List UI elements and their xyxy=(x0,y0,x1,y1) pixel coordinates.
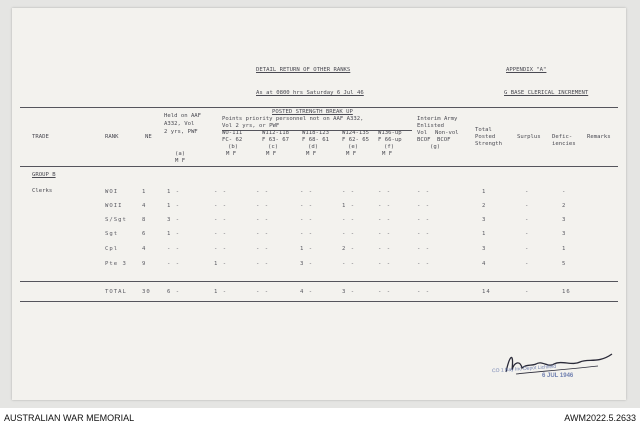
row-total: 3 xyxy=(482,246,487,252)
band-b-range: FC- 62 xyxy=(222,137,243,143)
row-c: - - xyxy=(256,261,270,267)
row-c: - - xyxy=(256,189,270,195)
row-rank: S/Sgt xyxy=(105,217,127,223)
row-f: - - xyxy=(378,189,392,195)
row-d: 3 - xyxy=(300,261,314,267)
archive-footer xyxy=(0,408,640,426)
row-defic: 2 xyxy=(562,203,567,209)
row-total: 1 xyxy=(482,231,487,237)
col-total-3: Strength xyxy=(475,141,502,147)
archive-name: AUSTRALIAN WAR MEMORIAL xyxy=(4,413,135,423)
row-f: - - xyxy=(378,203,392,209)
band-b-mf: M F xyxy=(226,151,237,157)
row-ne: 9 xyxy=(142,261,147,267)
row-f: - - xyxy=(378,231,392,237)
row-b: - - xyxy=(214,189,228,195)
total-d: 4 - xyxy=(300,289,314,295)
row-f: - - xyxy=(378,261,392,267)
row-a: - - xyxy=(167,246,181,252)
total-rank: TOTAL xyxy=(105,289,127,295)
posted-strength-heading: POSTED STRENGTH BREAK UP xyxy=(272,109,353,115)
archive-id: AWM2022.5.2633 xyxy=(564,413,636,423)
held-header-3: 2 yrs, PWF xyxy=(164,129,198,135)
col-total-2: Posted xyxy=(475,134,496,140)
band-e-mf: M F xyxy=(346,151,357,157)
held-header-1: Held on AAF xyxy=(164,113,202,119)
col-a-mf: M F xyxy=(175,158,186,164)
interim-letter: (g) xyxy=(430,144,441,150)
stamp-date: 6 JUL 1946 xyxy=(542,373,574,379)
row-a: - - xyxy=(167,261,181,267)
row-surplus: - xyxy=(525,246,530,252)
row-a: 3 - xyxy=(167,217,181,223)
row-f: - - xyxy=(378,246,392,252)
row-b: - - xyxy=(214,231,228,237)
band-d-range: F 68- 61 xyxy=(302,137,329,143)
col-total-1: Total xyxy=(475,127,492,133)
total-a: 6 - xyxy=(167,289,181,295)
band-f-mf: M F xyxy=(382,151,393,157)
interim-nonvol-label: Non-vol xyxy=(435,130,459,136)
row-e: - - xyxy=(342,261,356,267)
row-g: - - xyxy=(417,189,431,195)
row-e: 1 - xyxy=(342,203,356,209)
group-label: GROUP B xyxy=(32,172,56,178)
band-e-letter: (e) xyxy=(348,144,359,150)
row-total: 2 xyxy=(482,203,487,209)
row-defic: 3 xyxy=(562,217,567,223)
band-d-letter: (d) xyxy=(308,144,319,150)
col-rank: RANK xyxy=(105,134,119,140)
document-title: DETAIL RETURN OF OTHER RANKS xyxy=(256,67,351,73)
row-d: 1 - xyxy=(300,246,314,252)
row-ne: 4 xyxy=(142,203,147,209)
row-g: - - xyxy=(417,246,431,252)
total-c: - - xyxy=(256,289,270,295)
document-sheet xyxy=(12,8,626,400)
row-rank: Pte 3 xyxy=(105,261,127,267)
band-f-letter: (f) xyxy=(384,144,395,150)
row-c: - - xyxy=(256,246,270,252)
row-d: - - xyxy=(300,217,314,223)
row-b: - - xyxy=(214,203,228,209)
held-header-2: A332, Vol xyxy=(164,121,195,127)
row-ne: 6 xyxy=(142,231,147,237)
row-e: - - xyxy=(342,231,356,237)
row-defic: 1 xyxy=(562,246,567,252)
row-g: - - xyxy=(417,261,431,267)
trade-label: Clerks xyxy=(32,188,53,194)
col-trade: TRADE xyxy=(32,134,49,140)
interim-header-2: Enlisted xyxy=(417,123,444,129)
row-ne: 4 xyxy=(142,246,147,252)
total-surplus: - xyxy=(525,289,530,295)
interim-bcof-1: BCOF xyxy=(417,137,431,143)
total-rule-top xyxy=(20,281,618,282)
as-at-line: As at 0800 hrs Saturday 6 Jul 46 xyxy=(256,90,364,96)
row-b: - - xyxy=(214,217,228,223)
col-surplus: Surplus xyxy=(517,134,541,140)
row-rank: Cpl xyxy=(105,246,119,252)
total-e: 3 - xyxy=(342,289,356,295)
row-ne: 8 xyxy=(142,217,147,223)
band-d-mf: M F xyxy=(306,151,317,157)
row-defic: 3 xyxy=(562,231,567,237)
row-surplus: - xyxy=(525,231,530,237)
band-e-range: F 62- 65 xyxy=(342,137,369,143)
band-b-code: WO-111 xyxy=(222,130,243,136)
row-b: 1 - xyxy=(214,261,228,267)
row-g: - - xyxy=(417,203,431,209)
official-stamp: CO 1 Bay Inc Depot Lichfield xyxy=(491,363,557,375)
row-d: - - xyxy=(300,189,314,195)
row-d: - - xyxy=(300,231,314,237)
unit-subtitle: G BASE CLERICAL INCREMENT xyxy=(504,90,589,96)
header-rule-bottom xyxy=(20,166,618,167)
band-c-range: F 63- 67 xyxy=(262,137,289,143)
total-b: 1 - xyxy=(214,289,228,295)
total-rule-bottom xyxy=(20,301,618,302)
band-c-mf: M F xyxy=(266,151,277,157)
band-d-code: W118-123 xyxy=(302,130,329,136)
row-rank: WOII xyxy=(105,203,123,209)
band-c-code: W112-118 xyxy=(262,130,289,136)
row-e: 2 - xyxy=(342,246,356,252)
row-rank: Sgt xyxy=(105,231,119,237)
row-a: 1 - xyxy=(167,189,181,195)
row-c: - - xyxy=(256,217,270,223)
total-ne: 30 xyxy=(142,289,151,295)
row-e: - - xyxy=(342,189,356,195)
band-c-letter: (c) xyxy=(268,144,279,150)
appendix-label: APPENDIX "A" xyxy=(506,67,547,73)
row-rank: WOI xyxy=(105,189,119,195)
col-ne: NE xyxy=(145,134,152,140)
band-f-range: F 66-up xyxy=(378,137,402,143)
row-total: 4 xyxy=(482,261,487,267)
interim-vol-label: Vol xyxy=(417,130,428,136)
total-defic: 16 xyxy=(562,289,571,295)
row-defic: 5 xyxy=(562,261,567,267)
row-f: - - xyxy=(378,217,392,223)
row-surplus: - xyxy=(525,189,530,195)
row-defic: - xyxy=(562,189,567,195)
vol-heading: Vol 2 yrs, or PWF xyxy=(222,123,280,129)
row-c: - - xyxy=(256,231,270,237)
row-g: - - xyxy=(417,231,431,237)
band-f-code: W136-up xyxy=(378,130,402,136)
points-heading: Points priority personnel not on AAF A332, xyxy=(222,116,364,122)
row-c: - - xyxy=(256,203,270,209)
band-e-code: W124-135 xyxy=(342,130,369,136)
row-total: 3 xyxy=(482,217,487,223)
row-surplus: - xyxy=(525,261,530,267)
row-surplus: - xyxy=(525,203,530,209)
col-defic-1: Defic- xyxy=(552,134,573,140)
row-a: 1 - xyxy=(167,231,181,237)
row-surplus: - xyxy=(525,217,530,223)
row-a: 1 - xyxy=(167,203,181,209)
row-total: 1 xyxy=(482,189,487,195)
total-total: 14 xyxy=(482,289,491,295)
row-g: - - xyxy=(417,217,431,223)
total-f: - - xyxy=(378,289,392,295)
header-rule-top xyxy=(20,107,618,108)
row-e: - - xyxy=(342,217,356,223)
interim-bcof-2: BCOF xyxy=(437,137,451,143)
col-a-letter: (a) xyxy=(175,151,186,157)
col-defic-2: iencies xyxy=(552,141,576,147)
col-remarks: Remarks xyxy=(587,134,611,140)
interim-header-1: Interim Army xyxy=(417,116,458,122)
row-b: - - xyxy=(214,246,228,252)
total-g: - - xyxy=(417,289,431,295)
row-d: - - xyxy=(300,203,314,209)
row-ne: 1 xyxy=(142,189,147,195)
band-b-letter: (b) xyxy=(228,144,239,150)
